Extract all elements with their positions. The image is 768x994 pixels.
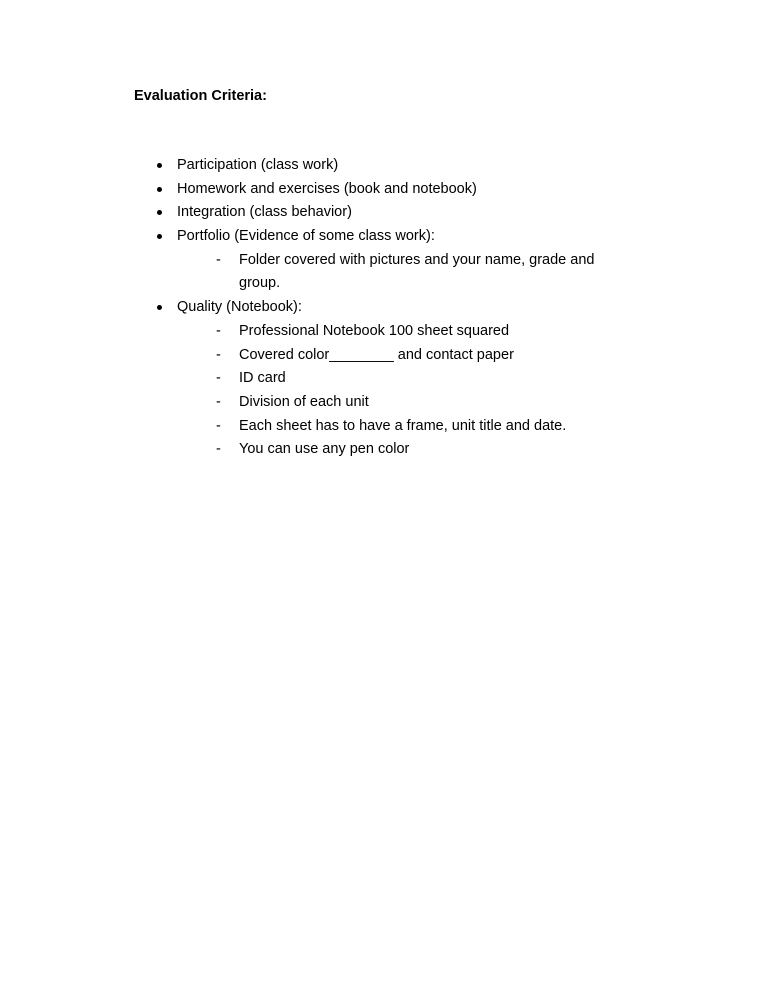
criteria-item-quality: [0, 296, 768, 462]
dash-marker: -: [216, 370, 221, 387]
detail-item: [0, 415, 768, 439]
dash-marker: -: [216, 346, 221, 363]
bullet-icon: [157, 234, 162, 239]
criteria-label: Quality (Notebook):: [177, 299, 302, 316]
detail-text: Covered color________ and contact paper: [239, 346, 514, 363]
portfolio-details-list: [0, 249, 768, 296]
dash-marker: -: [216, 322, 221, 339]
detail-text: Professional Notebook 100 sheet squared: [239, 322, 510, 339]
criteria-item-integration: [0, 201, 768, 225]
criteria-label: Participation (class work): [177, 157, 339, 173]
detail-item: [0, 391, 768, 415]
detail-item: [0, 367, 768, 391]
detail-text: Each sheet has to have a frame, unit title and date.: [239, 417, 567, 434]
detail-text: Division of each unit: [239, 393, 369, 410]
dash-marker: -: [216, 393, 221, 410]
criteria-item-homework: [0, 178, 768, 202]
criteria-label: Portfolio (Evidence of some class work):: [177, 228, 435, 245]
detail-text: Folder covered with pictures and your name, grade and group.: [239, 251, 595, 292]
bullet-icon: [157, 163, 162, 168]
criteria-item-participation: [0, 154, 768, 178]
bullet-icon: [157, 187, 162, 192]
detail-text: You can use any pen color: [239, 441, 410, 458]
criteria-label: Integration (class behavior): [177, 204, 352, 221]
detail-item: [0, 320, 768, 344]
dash-marker: -: [216, 251, 221, 268]
bullet-icon: [157, 210, 162, 215]
bullet-icon: [157, 305, 162, 310]
detail-item: [0, 438, 768, 462]
detail-item: [0, 344, 768, 368]
detail-item: [0, 249, 768, 296]
detail-text: ID card: [239, 370, 286, 387]
dash-marker: -: [216, 417, 221, 434]
criteria-item-portfolio: [0, 225, 768, 296]
document-heading: Evaluation Criteria:: [134, 88, 267, 104]
criteria-label: Homework and exercises (book and notebook): [177, 180, 477, 197]
evaluation-criteria-list: [0, 154, 768, 462]
quality-details-list: [0, 320, 768, 462]
dash-marker: -: [216, 441, 221, 458]
